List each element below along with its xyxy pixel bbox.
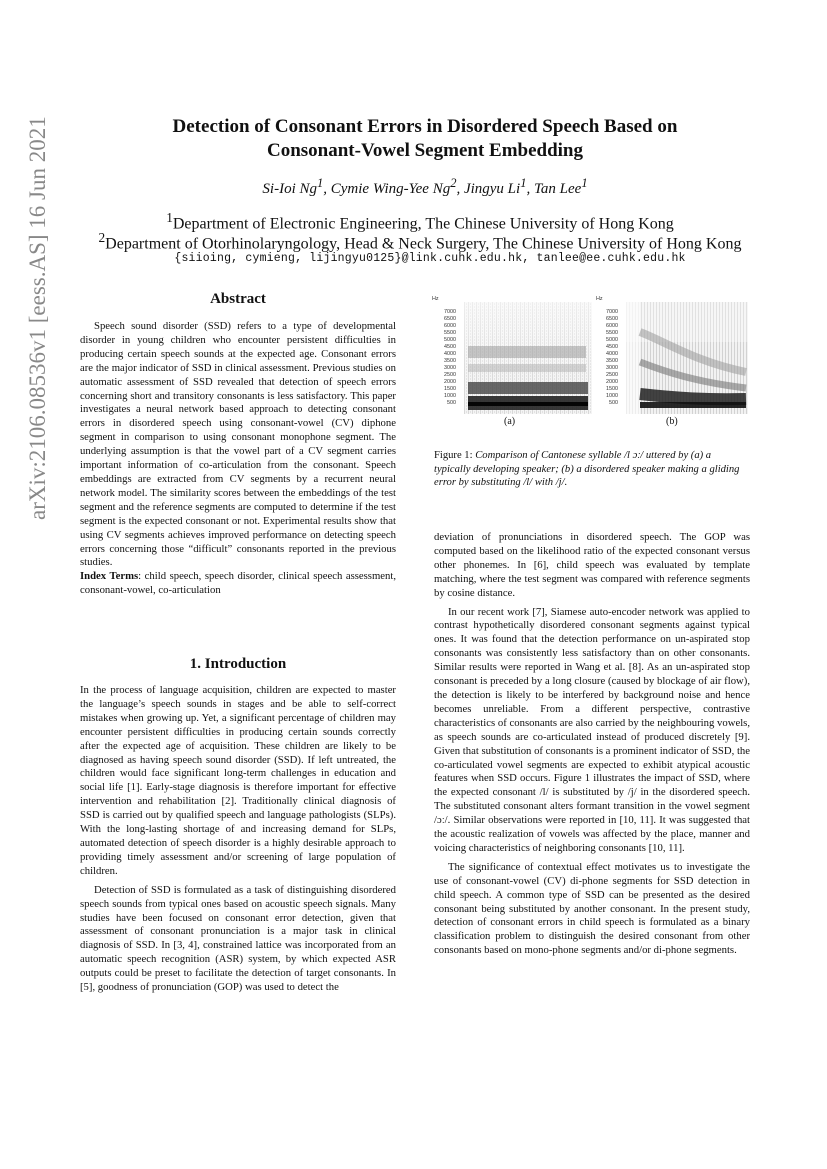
- subfigure-label-b: (b): [666, 416, 678, 427]
- y-tick: 4000: [444, 351, 456, 357]
- y-tick: 6500: [606, 316, 618, 322]
- y-tick: 2500: [444, 372, 456, 378]
- title-line-1: Detection of Consonant Errors in Disordered Speech Based on: [172, 116, 678, 137]
- introduction-heading: 1. Introduction: [189, 656, 287, 672]
- y-tick: 500: [447, 400, 456, 406]
- y-tick: 1000: [606, 393, 618, 399]
- author-sup: 1: [317, 176, 324, 190]
- y-tick: 4000: [606, 351, 618, 357]
- y-tick: 2500: [606, 372, 618, 378]
- y-tick: 7000: [606, 309, 618, 315]
- author: Si-Ioi Ng: [262, 181, 318, 197]
- author-sup: 2: [450, 176, 457, 190]
- y-tick: 5000: [606, 337, 618, 343]
- intro-right-column: [434, 531, 750, 958]
- y-tick: 6500: [444, 316, 456, 322]
- affiliation-sup: 1: [166, 210, 173, 225]
- caption-label: Figure 1:: [434, 450, 473, 461]
- y-tick: 5000: [444, 337, 456, 343]
- affiliation-text: Department of Otorhinolaryngology, Head & Neck Surgery, The Chinese University of Hong Kong: [105, 235, 742, 253]
- author: Cymie Wing-Yee Ng: [330, 181, 451, 197]
- affiliation-sup: 2: [98, 230, 106, 245]
- y-tick: 1500: [606, 386, 618, 392]
- index-terms: [80, 570, 396, 598]
- author: Tan Lee: [533, 181, 582, 197]
- subfigure-label-a: (a): [504, 416, 516, 427]
- index-terms-label: Index Terms: [80, 570, 139, 583]
- title-line-2: Consonant-Vowel Segment Embedding: [266, 140, 583, 161]
- author-emails: {siioing, cymieng, lijingyu0125}@link.cuhk.edu.hk, tanlee@ee.cuhk.edu.hk: [174, 252, 686, 265]
- y-tick: 5500: [444, 330, 456, 336]
- y-tick: 4500: [444, 344, 456, 350]
- author-list: Si-Ioi Ng$^1$, Cymie Wing-Yee Ng$^2$, Jingyu Li$^1$, Tan Lee$^1$: [262, 176, 588, 197]
- intro-paragraph-1: In the process of language acquisition, children are expected to master the language’s speech sounds in stages and be able to self-correct mistakes when growing up. Yet, a significant percentage of children may encounter persistent difficulties in producing certain sounds correctly after the expected age of acquisition. These children are likely to be diagnosed as having speech sound disorder (SSD). If left untreated, the children would face significant long-term challenges in education and social life [1]. Early-stage diagnosis is therefore important for effective intervention and rehabilitation [2]. Traditionally clinical diagnosis of SSD is carried out by qualified speech and language pathologists (SLPs). With the long-lasting shortage of and increasing demand for SLPs, automated detection of speech disorder is a highly desirable approach to providing timely assessment and/or screening of large population of children.: [80, 684, 396, 877]
- abstract-heading: Abstract: [210, 291, 266, 307]
- y-tick: 3000: [606, 365, 618, 371]
- author: Jingyu Li: [463, 181, 521, 197]
- y-tick: 4500: [606, 344, 618, 350]
- y-tick: 6000: [444, 323, 456, 329]
- y-tick: 1500: [444, 386, 456, 392]
- paper-title: [100, 115, 750, 163]
- hz-label-a: Hz: [432, 296, 439, 302]
- author-sup: 1: [520, 176, 527, 190]
- y-tick: 3000: [444, 365, 456, 371]
- affiliation-text: Department of Electronic Engineering, The Chinese University of Hong Kong: [172, 215, 674, 233]
- intro-paragraph-2: Detection of SSD is formulated as a task of distinguishing disordered speech sounds from typical ones based on acoustic speech signals. Many studies have been focused on consonant error detection, given that assessment of consonant pronunciation is a major task in clinical diagnosis of SSD. In [3, 4], constrained lattice was incorporated from an automatic speech recognition (ASR) system, by which expected ASR outputs could be preset to facilitate the detection of target consonants. In [5], goodness of pronunciation (GOP) was used to detect the: [80, 883, 396, 994]
- intro-paragraph-3: deviation of pronunciations in disordered speech. The GOP was computed based on the likelihood ratio of the expected consonant versus other phonemes. In [6], child speech was evaluated by template matching, where the test segment was compared with reference segments by cosine distance.: [434, 531, 750, 599]
- y-tick: 1000: [444, 393, 456, 399]
- arxiv-identifier: arXiv:2106.08536v1 [eess.AS] 16 Jun 2021: [25, 116, 50, 520]
- y-tick: 7000: [444, 309, 456, 315]
- affiliation-2: [40, 230, 800, 253]
- spectrogram-a: [464, 302, 592, 414]
- abstract-body: [80, 320, 396, 598]
- intro-left-column: [80, 684, 396, 995]
- hz-label-b: Hz: [596, 296, 603, 302]
- y-tick: 2000: [444, 379, 456, 385]
- y-tick: 500: [609, 400, 618, 406]
- author-sup: 1: [581, 176, 588, 190]
- spectrogram-b: [626, 302, 748, 414]
- y-tick: 2000: [606, 379, 618, 385]
- y-tick: 6000: [606, 323, 618, 329]
- intro-paragraph-5: The significance of contextual effect motivates us to investigate the use of consonant-vowel (CV) di-phone segments for SSD detection in child speech. A common type of SSD can be presented as the desired consonant being substituted by another consonant. In the present study, detection of consonant errors in child speech is formulated as a binary classification problem to distinguish the desired consonant from other consonants based on mono-phone segments and/or di-phone segments.: [434, 860, 750, 957]
- figure-1-caption: [434, 449, 750, 490]
- y-tick: 3500: [606, 358, 618, 364]
- y-tick: 5500: [606, 330, 618, 336]
- caption-text: Comparison of Cantonese syllable /l ɔː/ uttered by (a) a typically developing speaker; (b) a disordered speaker making a gliding error by substituting /l/ with /j/.: [434, 450, 740, 489]
- y-tick: 3500: [444, 358, 456, 364]
- abstract-paragraph: Speech sound disorder (SSD) refers to a type of developmental disorder in young children who encounter persistent difficulties in producing certain speech sounds at the expected age. Consonant errors are the major indicator of SSD in clinical assessment. Previous studies on automatic assessment of SSD revealed that detection of speech errors concerning short and transitory consonants is less satisfactory. This paper investigates a neural network based approach to detecting consonant errors in disordered speech using consonant-vowel (CV) diphone segment in comparison to using consonant monophone segment. The underlying assumption is that the vowel part of a CV segment carries important information of co-articulation from the consonant. Speech embeddings are extracted from CV segments by a recurrent neural network model. The similarity scores between the embeddings of the test segment and the reference segments are computed to determine if the test segment is the expected consonant or not. Experimental results show that using CV segments achieves improved performance on detecting speech errors concerning those “difficult” consonants reported in the previous studies.: [80, 320, 396, 569]
- figure-1: [434, 296, 750, 436]
- index-terms-text: : child speech, speech disorder, clinical speech assessment, consonant-vowel, co-articulation: [80, 570, 396, 597]
- intro-paragraph-4: In our recent work [7], Siamese auto-encoder network was applied to contrast hypothetically disordered consonant segments against typical ones. It was found that the detection performance on un-aspirated stop consonants was consistently less satisfactory than on other consonants. Similar results were reported in Wang et al. [8]. As an un-aspirated stop consonant is preceded by a long closure (caused by blockage of air flow), the detection is likely to be interfered by background noise and hence becomes unreliable. From a different perspective, contrastive characteristics of consonants are also carried by the neighbouring vowels, as speech sounds are co-articulated instead of produced discretely [9]. Given that substitution of consonants is a prominent indicator of SSD, the co-articulated vowel segments are expected to exhibit atypical acoustic features when SSD occurs. Figure 1 illustrates the impact of SSD, where the expected consonant /l/ is substituted by /j/ in the disordered speech. The substituted consonant alters formant transition in the vowel segment /ɔː/. Similar observations were reported in [10, 11]. It was suggested that the acoustic realization of vowels was affected by the place, manner and voicing characteristics of neighboring consonants [10, 11].: [434, 605, 750, 854]
